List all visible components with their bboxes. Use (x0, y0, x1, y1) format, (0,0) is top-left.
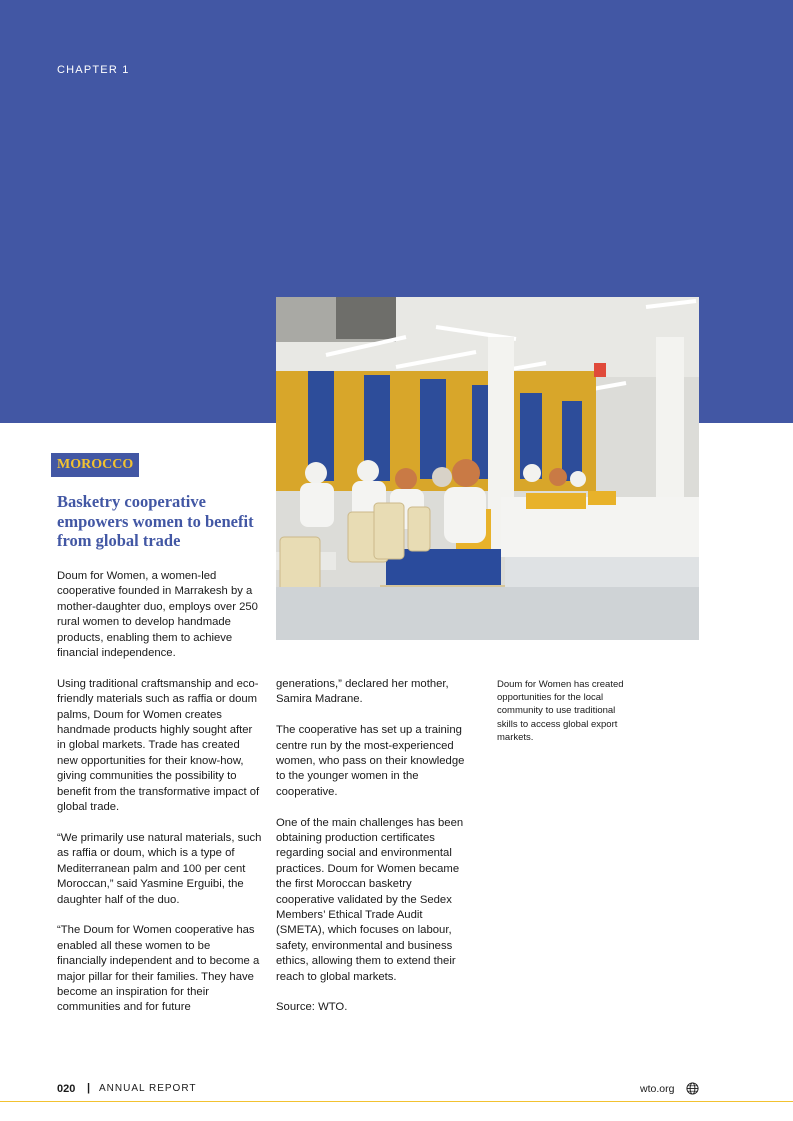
footer-separator: | (87, 1082, 91, 1094)
globe-icon (686, 1082, 699, 1095)
website-link[interactable]: wto.org (640, 1083, 675, 1095)
paragraph: generations,” declared her mother, Samira Madrane. (276, 678, 449, 706)
paragraph: “The Doum for Women cooperative has enabled all these women to be financially independent and to become a major pillar for their families. They have become an inspiration for their communities and for future (57, 924, 260, 1014)
article-column-1 (57, 569, 262, 1031)
paragraph: Doum for Women, a women-led cooperative founded in Marrakesh by a mother-daughter duo, employs over 250 rural women to develop handmade products, enabling them to achieve financial independence. (57, 570, 258, 660)
paragraph: The cooperative has set up a training centre run by the most-experienced women, who pass on their knowledge to the younger women in the cooperative. (276, 724, 465, 798)
report-label: ANNUAL REPORT (99, 1083, 197, 1094)
chapter-label: CHAPTER 1 (57, 64, 130, 76)
footer-rule (0, 1101, 793, 1102)
photo-caption: Doum for Women has created opportunities for the local community to use traditional skills to access global export markets. (497, 679, 624, 743)
paragraph: Using traditional craftsmanship and eco-friendly materials such as raffia or doum palms, Doum for Women creates handmade products highly sought after in global markets. Trade has created new opportunities for their know-how, giving communities the possibility to benefit from the transformative impact of global trade. (57, 677, 260, 814)
paragraph: One of the main challenges has been obtaining production certificates regarding social and environmental practices. Doum for Women became the first Moroccan basketry cooperative validated by the Sedex Members’ Ethical Trade Audit (SMETA), which focuses on labour, safety, environmental and business ethics, allowing them to extend their reach to global markets. (276, 816, 464, 983)
article-column-2 (276, 677, 471, 1031)
article-photo (276, 297, 699, 640)
photo-women-weaving-baskets-icon (276, 297, 699, 640)
page-number: 020 (57, 1083, 76, 1095)
country-tag: MOROCCO (51, 453, 139, 477)
paragraph: “We primarily use natural materials, such as raffia or doum, which is a type of Mediterranean palm and 100 per cent Moroccan,” said Yasmine Erguibi, the daughter half of the duo. (57, 831, 262, 906)
paragraph: Source: WTO. (276, 1001, 348, 1014)
article-title: Basketry cooperative empowers women to benefit from global trade (57, 492, 254, 550)
